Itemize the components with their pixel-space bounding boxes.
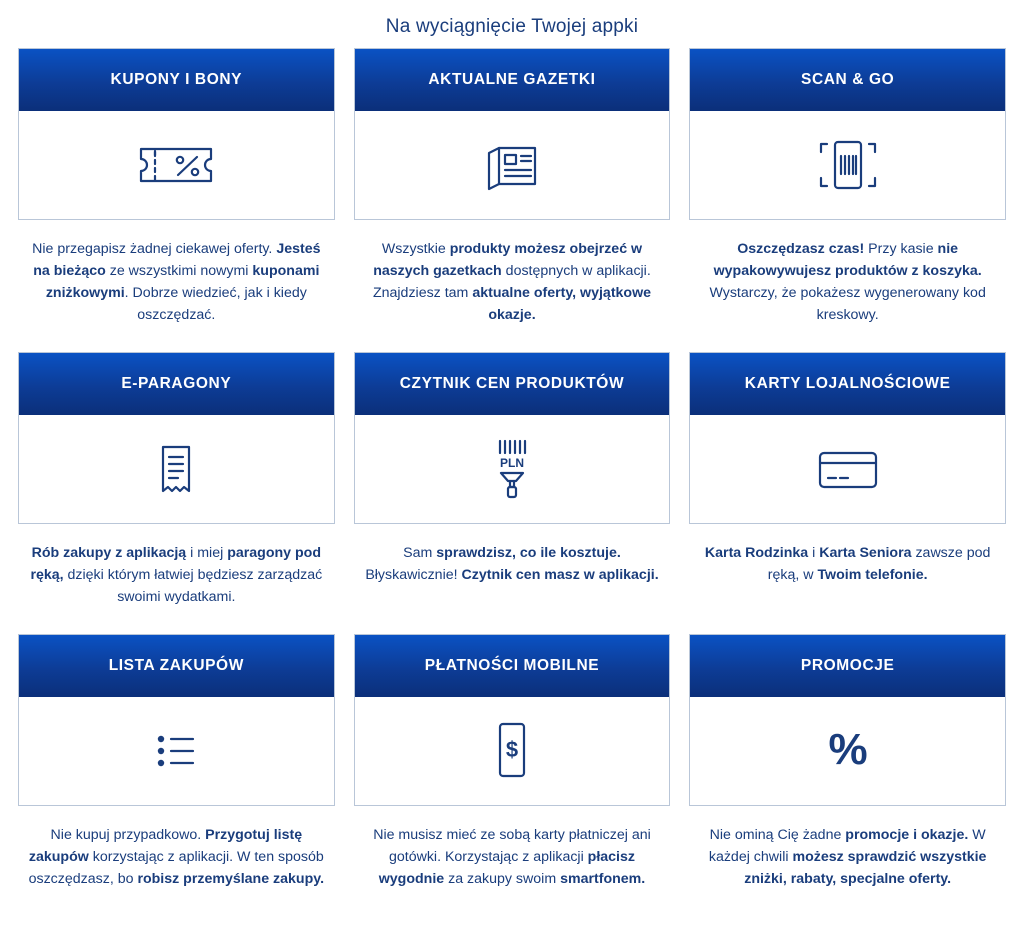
card-title: KARTY LOJALNOŚCIOWE xyxy=(690,353,1005,415)
feature-card-aktualne-gazetki xyxy=(354,48,671,326)
feature-grid xyxy=(0,48,1024,916)
card-title: LISTA ZAKUPÓW xyxy=(19,635,334,697)
card-frame xyxy=(354,352,671,524)
loyalty-card-icon xyxy=(800,437,896,501)
feature-card-lista-zakupow xyxy=(18,634,335,890)
feature-card-platnosci-mobilne xyxy=(354,634,671,890)
card-frame xyxy=(689,352,1006,524)
card-icon-area xyxy=(19,415,334,523)
card-icon-area xyxy=(19,111,334,219)
card-frame xyxy=(354,634,671,806)
page-title: Na wyciągnięcie Twojej appki xyxy=(385,16,639,37)
card-frame xyxy=(18,48,335,220)
card-title: SCAN & GO xyxy=(690,49,1005,111)
card-description: Rób zakupy z aplikacją i miej paragony pod ręką, dzięki którym łatwiej będziesz zarządzać swoimi wydatkami. xyxy=(30,545,323,605)
phone-payment-icon xyxy=(469,716,555,786)
feature-card-promocje xyxy=(689,634,1006,890)
card-title: CZYTNIK CEN PRODUKTÓW xyxy=(355,353,670,415)
dollar-glyph: $ xyxy=(505,737,519,762)
feature-card-scan-and-go xyxy=(689,48,1006,326)
card-icon-area xyxy=(690,697,1005,805)
card-title: PŁATNOŚCI MOBILNE xyxy=(355,635,670,697)
card-title: E-PARAGONY xyxy=(19,353,334,415)
feature-card-e-paragony xyxy=(18,352,335,608)
card-icon-area xyxy=(355,415,670,523)
card-description: Wszystkie produkty możesz obejrzeć w naszych gazetkach dostępnych w aplikacji. Znajdziesz tam aktualne oferty, wyjątkowe okazje. xyxy=(372,241,652,323)
feature-card-karty-lojalnosciowe xyxy=(689,352,1006,608)
feature-card-czytnik-cen-produktow xyxy=(354,352,671,608)
percent-glyph: % xyxy=(828,725,868,774)
card-description: Nie ominą Cię żadne promocje i okazje. W każdej chwili możesz sprawdzić wszystkie zniżki, rabaty, specjalne oferty. xyxy=(708,827,987,887)
feature-card-kupony-i-bony xyxy=(18,48,335,326)
pln-label: PLN xyxy=(499,456,524,470)
coupon-percent-icon xyxy=(133,133,219,197)
card-description: Sam sprawdzisz, co ile kosztuje. Błyskawicznie! Czytnik cen masz w aplikacji. xyxy=(365,545,659,583)
card-description: Nie musisz mieć ze sobą karty płatniczej ani gotówki. Korzystając z aplikacji płacisz wygodnie za zakupy swoim smartfonem. xyxy=(373,827,651,887)
card-frame xyxy=(354,48,671,220)
card-icon-area xyxy=(19,697,334,805)
phone-barcode-scan-icon xyxy=(805,130,891,200)
card-description: Nie kupuj przypadkowo. Przygotuj listę zakupów korzystając z aplikacji. W ten sposób oszczędzasz, bo robisz przemyślane zakupy. xyxy=(28,827,325,887)
price-scanner-pln-icon xyxy=(469,433,555,505)
receipt-icon xyxy=(133,437,219,501)
card-icon-area xyxy=(355,697,670,805)
card-frame xyxy=(18,634,335,806)
card-title: PROMOCJE xyxy=(690,635,1005,697)
card-icon-area xyxy=(690,111,1005,219)
card-icon-area xyxy=(355,111,670,219)
newspaper-icon xyxy=(469,133,555,197)
card-frame xyxy=(18,352,335,524)
card-description: Nie przegapisz żadnej ciekawej oferty. Jesteś na bieżąco ze wszystkimi nowymi kuponami zniżkowymi. Dobrze wiedzieć, jak i kiedy oszczędzać. xyxy=(32,241,321,323)
checklist-icon xyxy=(131,719,221,783)
card-description: Karta Rodzinka i Karta Seniora zawsze pod ręką, w Twoim telefonie. xyxy=(704,545,991,583)
card-icon-area xyxy=(690,415,1005,523)
card-frame xyxy=(689,48,1006,220)
percent-icon xyxy=(805,716,891,786)
card-title: KUPONY I BONY xyxy=(19,49,334,111)
card-description: Oszczędzasz czas! Przy kasie nie wypakowywujesz produktów z koszyka. Wystarczy, że pokażesz wygenerowany kod kreskowy. xyxy=(709,241,986,323)
card-title: AKTUALNE GAZETKI xyxy=(355,49,670,111)
card-frame xyxy=(689,634,1006,806)
